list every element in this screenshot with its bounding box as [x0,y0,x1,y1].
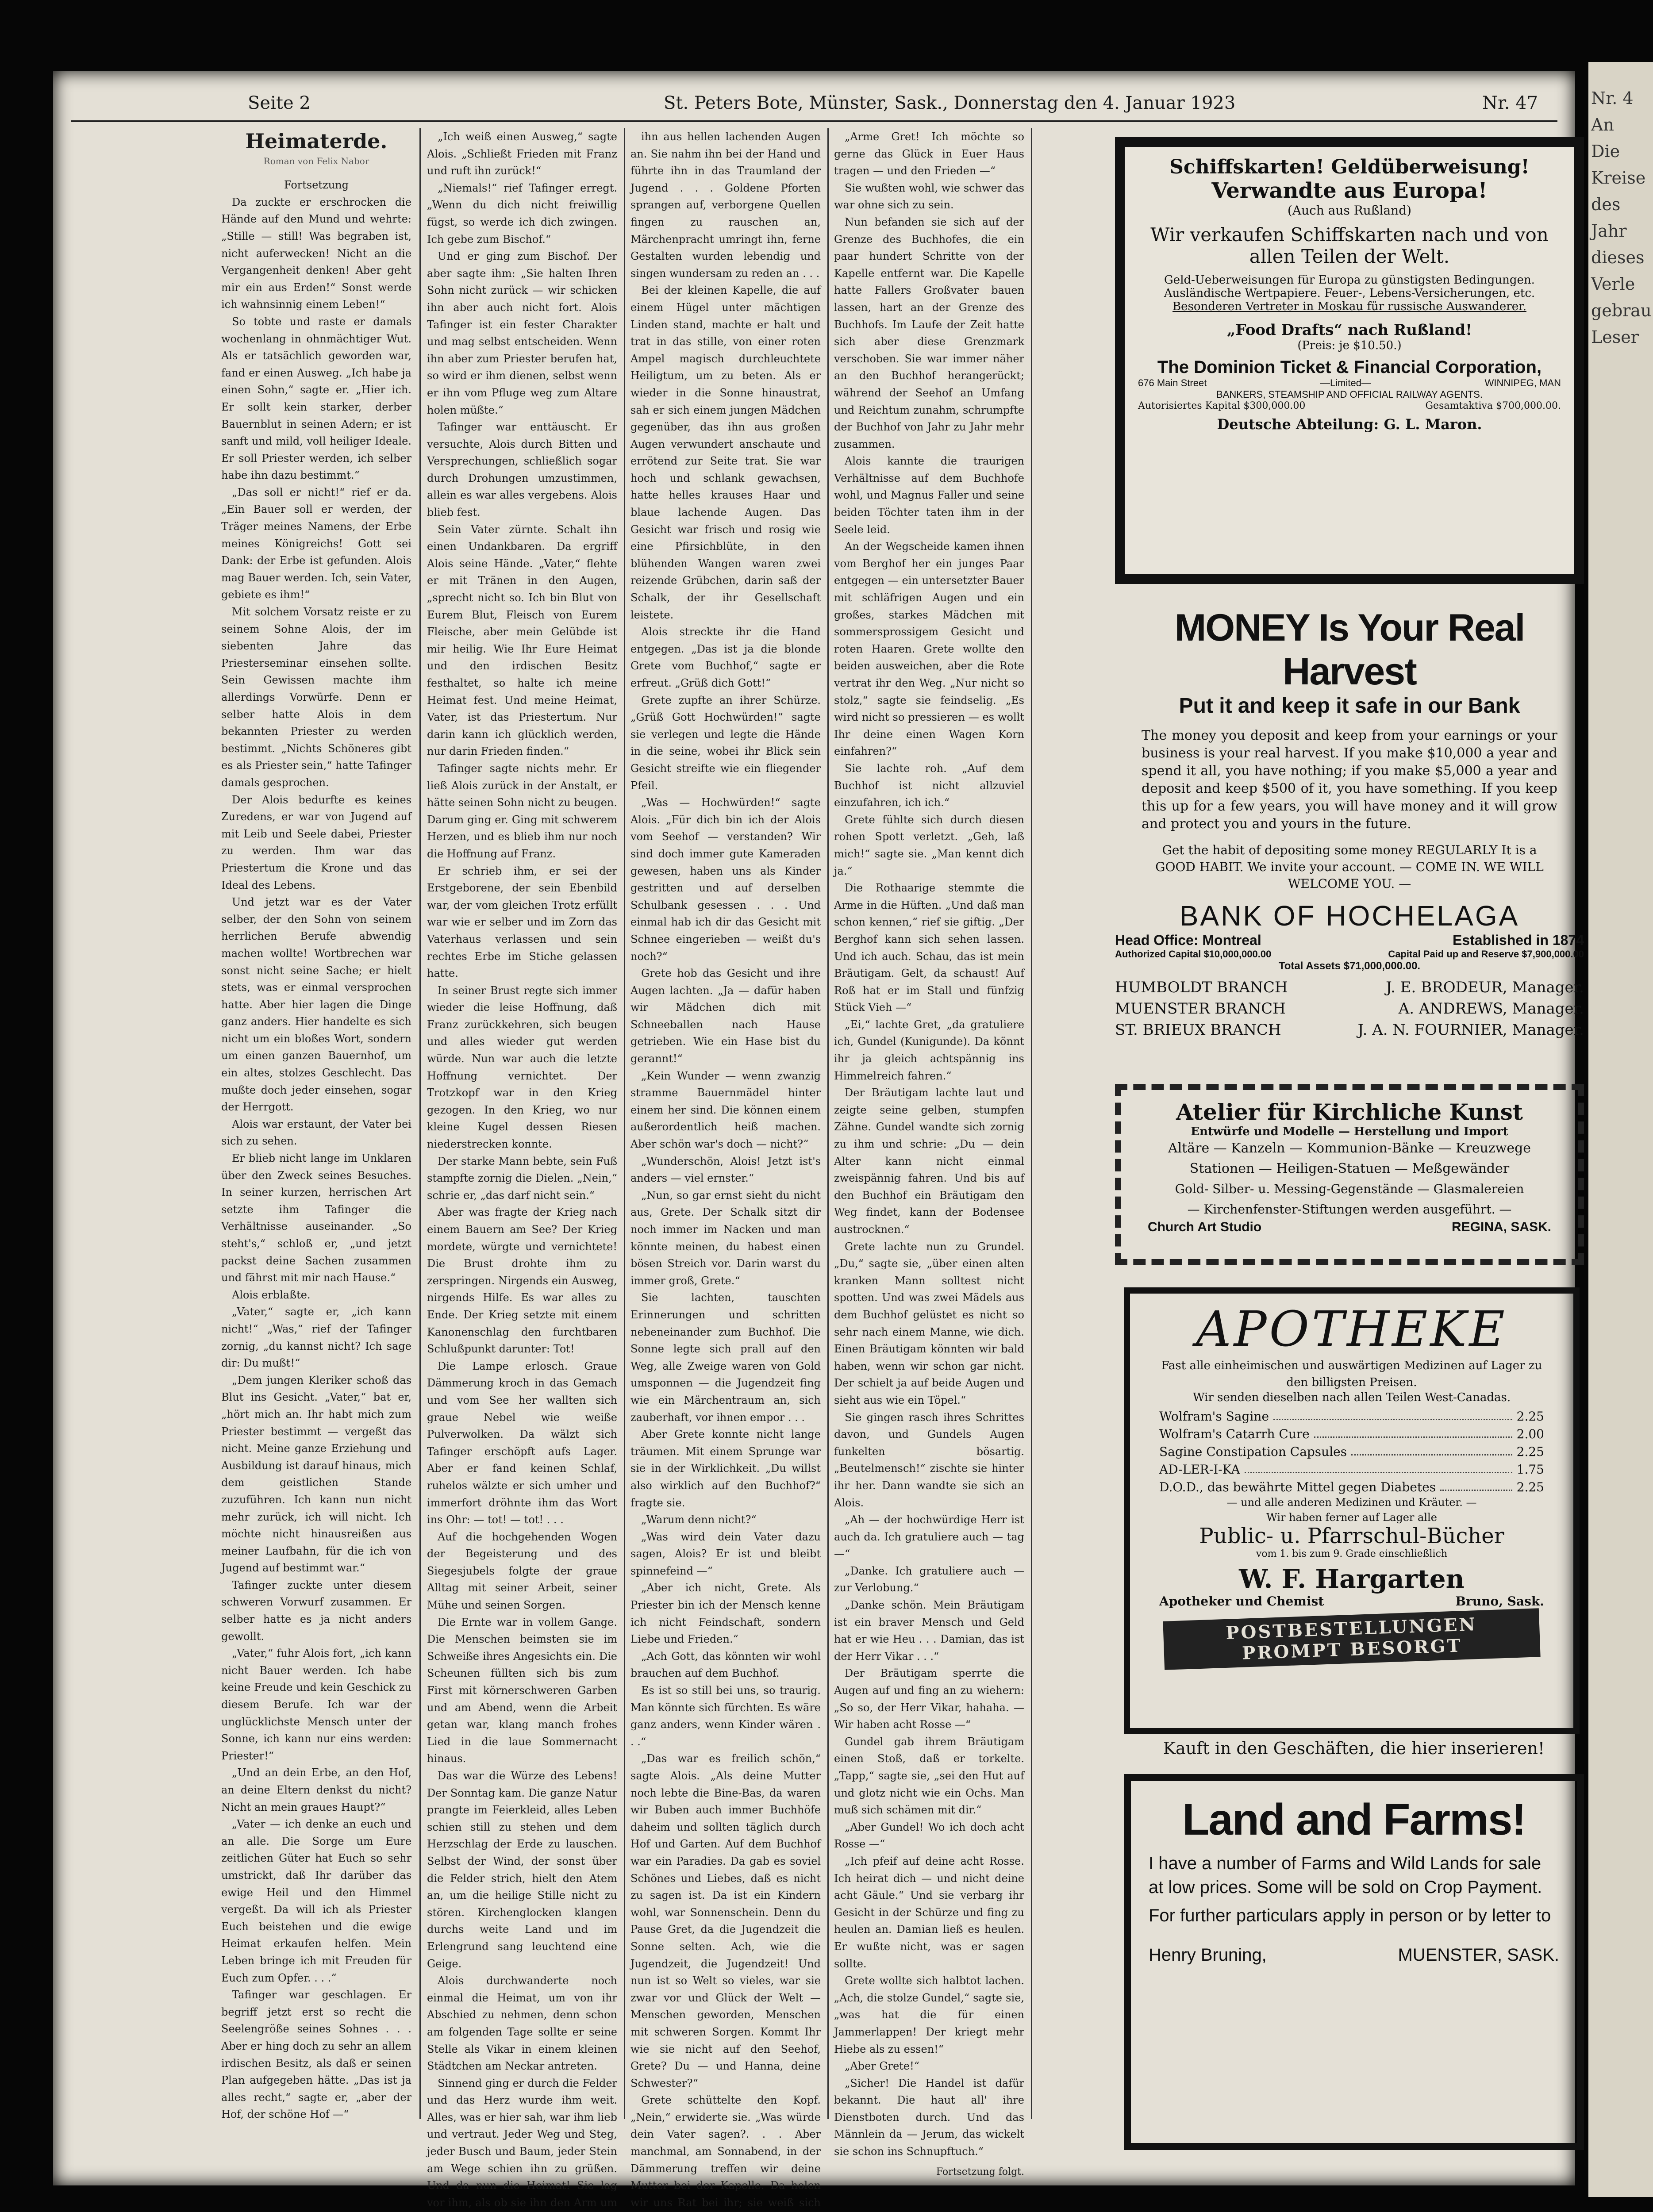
story-paragraph: An der Wegscheide kamen ihnen vom Berghof her ein junges Paar entgegen — ein untersetzter Bauer mit schläfrigen Augen und ein großes, starkes Mädchen mit sommersprossigem Gesicht und roten Haaren. Grete wollte den beiden ausweichen, aber die Rote vertrat ihr den Weg. „Nur nicht so stolz,“ sagte sie feindselig. „Es wird nicht so pressieren — es wollt Ihr deine einen Wagen Korn einfahren?“ [834,540,1024,758]
branch-manager: A. ANDREWS, Manager. [1398,1000,1584,1018]
story-paragraph: Die Rothaarige stemmte die Arme in die Hüften. „Und daß man schon kennen,“ rief sie giftig. „Der Berghof kann sich sehen lassen. Und ich auch. Schau, das ist mein Bräutigam. Gelt, da schaust! Auf Roß hat er im Stall und fünfzig Stück Vieh —“ [834,882,1024,1014]
bank-office: Head Office: Montreal [1115,932,1261,948]
story-paragraph: Grete wollte sich halbtot lachen. „Ach, die stolze Gundel,“ sagte sie, „was hat die für einen Jammerlappen! Der kriegt mehr Hiebe als zu essen!“ [834,1974,1024,2055]
story-paragraph: Aber was fragte der Krieg nach einem Bauern am See? Der Krieg mordete, würgte und vernichtete! Die Brust drohte ihm zu zerspringen. Nirgends ein Ausweg, nirgends Hilfe. Es war alles zu Ende. Der Krieg setzte mit einem Kanonenschlag den furchtbaren Schlußpunkt darunter: Tot! [427,1206,617,1356]
edge-text-fragment: Nr. 4 [1591,88,1634,108]
story-paragraph: „Wunderschön, Alois! Jetzt ist's anders — viel ernster.“ [630,1155,821,1185]
apotheke-line: vom 1. bis zum 9. Grade einschließlich [1256,1548,1448,1559]
story-paragraph: Er blieb nicht lange im Unklaren über den Zweck seines Besuches. In seiner kurzen, herrischen Art setzte ihm Tafinger die Verhältnisse auseinander. „So steht's,“ schloß er, „und jetzt packst deine Sachen zusammen und fährst mit mir nach Hause.“ [221,1152,411,1284]
apotheke-line: — und alle anderen Medizinen und Kräuter. — [1226,1496,1477,1509]
story-paragraph: Sie wußten wohl, wie schwer das war ohne sich zu sein. [834,181,1024,211]
story-paragraph: „Ich weiß einen Ausweg,“ sagte Alois. „Schließt Frieden mit Franz und ruft ihn zurück!“ [427,131,617,177]
story-paragraph: „Vater,“ fuhr Alois fort, „ich kann nicht Bauer werden. Ich habe keine Freude und kein Geschick zu diesem Berufe. Ich war der unglücklichste Mensch unter der Sonne, ich kann nur eins werden: Priester!“ [221,1647,411,1762]
story-paragraph: „Arme Gret! Ich möchte so gerne das Glück in Euer Haus tragen — und den Frieden —“ [834,131,1024,177]
bank-established: Established in 1874 [1452,932,1584,948]
edge-text-fragment: gebrau [1591,301,1652,320]
story-paragraph: Sein Vater zürnte. Schalt ihn einen Undankbaren. Da ergriff Alois seine Hände. „Vater,“ flehte er mit Tränen in den Augen, „sprecht nicht so. Ich bin Blut von Eurem Blut, Fleisch von Eurem Fleische, aber mein Gelübde ist mir heilig. Wie Ihr Eure Heimat und den irdischen Besitz festhaltet, so halte ich meine Heimat fest. Und meine Heimat, Vater, ist das Priestertum. Nur darin kann ich glücklich werden, nur darin Frieden finden.“ [427,523,617,758]
ad-line: Schiffskarten! Geldüberweisung! [1169,156,1530,178]
story-subtitle: Roman von Felix Nabor [263,155,369,166]
bank-capital-row [1115,949,1584,960]
bank-branch-row [1115,998,1584,1019]
story-paragraph: Er schrieb ihm, er sei der Erstgeborene, der sein Ebenbild war, der vom gleichen Trotz erfüllt war wie er selber und im Zorn das Vaterhaus verlassen und sein rechtes Erbe im Stiche gelassen hatte. [427,864,617,980]
ad-apotheke [1124,1287,1580,1734]
story-paragraph: Es ist so still bei uns, so traurig. Man könnte sich fürchten. Es wäre ganz anders, wenn Kinder wären . . .“ [630,1684,821,1748]
story-paragraph: Gundel gab ihrem Bräutigam einen Stoß, daß er torkelte. „Tapp,“ sagte sie, „sei den Hut auf und glotz nicht wie ein Ochs. Man muß sich schämen mit dir.“ [834,1735,1024,1816]
ad-line: Ausländische Wertpapiere. Feuer-, Lebens-Versicherungen, etc. [1164,287,1535,300]
medicine-price: 2.25 [1516,1444,1544,1459]
apotheke-owner-row [1159,1594,1544,1609]
bank-reserve: Capital Paid up and Reserve $7,900,000.00 [1388,949,1584,960]
edge-text-fragment: An [1591,115,1614,134]
medicine-row [1159,1408,1544,1425]
column-text [834,128,1024,2160]
bank-assets: Total Assets $71,000,000.00. [1278,960,1421,972]
atelier-line: Gold- Silber- u. Messing-Gegenstände — Glasmalereien [1175,1182,1524,1196]
column-rule [1031,128,1032,2119]
story-paragraph: Da zuckte er erschrocken die Hände auf den Mund und wehrte: „Stille — still! Was begraben ist, nicht auferwecken! Nicht an die Vergangenheit denken! Aber geht mir ein aus Erden!“ Sonst werde ich wahnsinnig einem Leben!“ [221,196,411,311]
story-paragraph: „Was wird dein Vater dazu sagen, Alois? Er ist und bleibt spinnefeind —“ [630,1530,821,1577]
ad-line: Wir verkaufen Schiffskarten nach und von allen Teilen der Welt. [1150,224,1549,267]
story-paragraph: Alois kannte die traurigen Verhältnisse auf dem Buchhofe wohl, und Magnus Faller und seine beiden Töchter taten ihm in der Seele leid. [834,455,1024,536]
story-paragraph: „Ich pfeif auf deine acht Rosse. Ich heirat dich — und nicht deine acht Gäule.“ Und sie verbarg ihr Gesicht in der Schürze und fing zu heulen an. Damian ließ es heulen. Er wußte nicht, was er sagen sollte. [834,1855,1024,1970]
story-paragraph: In seiner Brust regte sich immer wieder die leise Hoffnung, daß Franz zurückkehren, sich beugen und alles wieder gut werden würde. Nun war auch die letzte Hoffnung vernichtet. Der Trotzkopf war in den Krieg gezogen. In den Krieg, wo nur kleine Kugel dessen Riesen niederstrecken konnte. [427,984,617,1151]
story-paragraph: Alois erblaßte. [232,1288,311,1301]
story-paragraph: „Das soll er nicht!“ rief er da. „Ein Bauer soll er werden, der Träger meines Namens, der Erbe meines Königreichs! Gott sei Dank: der Erbe ist gefunden. Alois mag Bauer werden. Ich, sein Vater, gebiete es ihm!“ [221,486,411,601]
story-paragraph: Alois durchwanderte noch einmal die Heimat, um von ihr Abschied zu nehmen, denn schon am folgenden Tage sollte er seine Stelle als Vikar in einem kleinen Städtchen am Neckar antreten. [427,1974,617,2073]
story-footer: Fortsetzung folgt. [936,2166,1024,2177]
story-continued: Fortsetzung [284,179,349,192]
story-paragraph: Sinnend ging er durch die Felder und das Herz wurde ihm weit. Alles, was er hier sah, war ihm lieb und vertraut. Jeder Weg und Steg, jeder Busch und Baum, jeder Stein am Wege schien ihn zu grüßen. Und da nun die Heimat! Sie lag vor ihm, als ob sie ihn den Arm um [427,2077,617,2209]
ad-atelier [1115,1084,1584,1265]
edge-text-fragment: dieses [1591,248,1645,267]
story-paragraph: „Das war es freilich schön,“ sagte Alois. „Als deine Mutter noch lebte die Bine-Bas, da waren wir Buben auch immer Buchhöfe daheim und sollten täglich durch Hof und Garten. Auf dem Buchhof war ein Paradies. Da gab es soviel Schönes und Liebes, daß es nicht zu sagen ist. Da ist ein Kindern wohl, war Sonnenschein. Denn du Pause Gret, da die Jugendzeit die Sonne selten. Ach, wie die Jugendzeit, die Jugendzeit! Und nun ist so Welt so vieles, war sie zwar vor und Glück der Welt — Menschen geworden, Menschen mit schweren Sorgen. Kommt Ihr wie sie nicht auf den Seehof, Grete? Du — und Hanna, deine Schwester?“ [630,1752,821,2089]
ad-ship-tickets [1115,137,1584,584]
leader-dots [1245,1461,1512,1473]
story-paragraph: ihn aus hellen lachenden Augen an. Sie nahm ihn bei der Hand und führte ihn in das Traumland der Jugend . . . Goldene Pforten sprangen auf, verborgene Quellen fingen zu rauschen an, Märchenpracht umringt ihn, ferne Gestalten wurden lebendig und singen wundersam zu reden an . . . [630,131,821,280]
column-text [427,128,617,2212]
story-paragraph: „Kein Wunder — wenn zwanzig stramme Bauernmädel hinter einem her sind. Die können einem außerordentlich heiß machen. Aber schön war's doch — nicht?“ [630,1069,821,1151]
page-label: Seite 2 [248,93,311,113]
story-paragraph: „Aber Grete!“ [845,2060,920,2073]
medicine-name: Wolfram's Sagine [1159,1409,1269,1424]
story-paragraph: Der Bräutigam lachte laut und zeigte seine gelben, stumpfen Zähne. Gundel wandte sich zornig zu ihm und schrie: „Du — dein Alter kann nicht einmal zweispännig fahren. Und bis auf den Buchhof ein Bräutigam den Weg findet, kann der Bodensee austrocknen.“ [834,1087,1024,1236]
adjacent-page-edge [1588,62,1653,2197]
ad-line: Verwandte aus Europa! [1211,178,1488,203]
land-body: I have a number of Farms and Wild Lands for sale at low prices. Some will be sold on Crop Payment. [1149,1854,1542,1897]
medicine-name: D.O.D., das bewährte Mittel gegen Diabetes [1159,1480,1436,1494]
ad-kauft: Kauft in den Geschäften, die hier inserieren! [1163,1739,1545,1758]
ad-land-farms [1124,1774,1584,2150]
story-paragraph: „Ah — der hochwürdige Herr ist auch da. Ich gratuliere auch — tag —“ [834,1513,1024,1560]
land-contact-name: Henry Bruning, [1149,1945,1267,1965]
ad-line: (Preis: je $10.50.) [1297,339,1402,352]
apotheke-city: Bruno, Sask. [1455,1594,1544,1609]
medicine-price: 2.25 [1516,1480,1544,1494]
story-paragraph: Sie gingen rasch ihres Schrittes davon, und Gundels Augen funkelten bösartig. „Beutelmensch!“ zischte sie hinter ihr her. Dann wandte sie sich an Alois. [834,1411,1024,1509]
ad-line: Besonderen Vertreter in Moskau für russische Auswanderer. [1172,300,1526,313]
newspaper-page [53,71,1584,2209]
stamp-line: POSTBESTELLUNGEN [1225,1614,1477,1644]
apotheke-books: Public- u. Pfarrschul-Bücher [1199,1524,1504,1548]
atelier-title: Atelier für Kirchliche Kunst [1176,1099,1523,1125]
story-paragraph: Und jetzt war es der Vater selber, der den Sohn von seinem herrlichen Berufe abwendig machen wollte! Wortbrechen war sonst nicht seine Sache; er hielt stets, was er einmal versprochen hatte. Aber hier lagen die Dinge ganz anders. Hier handelte es sich nicht um ein bloßes Wort, sondern um einen ganzen Bauernhof, um ein altes, stolzes Geschlecht. Das mußte doch jeder einsehen, sogar der Herrgott. [221,896,411,1114]
bank-body: The money you deposit and keep from your earnings or your business is your real harvest. If you make $10,000 a year and spend it all, you have nothing; if you make $5,000 a year and deposit and keep $500 of it, you have something. If you keep this up for a few years, you will have money and it will grow and protect you and yours in the future. [1142,728,1557,832]
ad-capital [1138,400,1561,411]
medicine-row [1159,1461,1544,1479]
land-contact-city: MUENSTER, SASK. [1398,1945,1559,1965]
column-text [221,194,411,2123]
page-header [53,88,1575,119]
story-paragraph: „Vater,“ sagte er, „ich kann nicht!“ „Was,“ rief der Tafinger zornig, „du kannst nicht? Ich sage dir: Du mußt!“ [221,1306,411,1370]
ad-line: WINNIPEG, MAN [1484,377,1561,388]
column-text [630,128,821,2212]
branch-name: MUENSTER BRANCH [1115,1000,1286,1018]
story-paragraph: Aber Grete konnte nicht lange träumen. Mit einem Sprunge war sie in der Wirklichkeit. „Du willst also wirklich auf den Buchhof?“ fragte sie. [630,1428,821,1509]
bank-office-row [1115,932,1584,949]
medicine-row [1159,1443,1544,1461]
story-paragraph: Grete fühlte sich durch diesen rohen Spott verletzt. „Geh, laß mich!“ sagte sie. „Man kennt dich ja.“ [834,813,1024,877]
bank-capital: Authorized Capital $10,000,000.00 [1115,949,1272,960]
leader-dots [1351,1443,1512,1455]
atelier-sub: Entwürfe und Modelle — Herstellung und Import [1191,1125,1508,1138]
medicine-price: 2.00 [1516,1427,1544,1441]
story-column-3 [630,128,821,2209]
leader-dots [1440,1479,1512,1491]
story-paragraph: „Danke. Ich gratuliere auch — zur Verlobung.“ [834,1564,1024,1594]
ad-company: The Dominion Ticket & Financial Corporation, [1157,357,1542,377]
edge-text-fragment: Die [1591,142,1620,161]
ad-line: Gesamtaktiva $700,000.00. [1425,400,1561,411]
medicine-row [1159,1479,1544,1496]
story-paragraph: Tafinger war geschlagen. Er begriff jetzt erst so recht die Seelengröße seines Sohnes . . . Aber er hing doch zu sehr an allem irdischen Besitz, als daß er seinen Plan aufgegeben hätte. „Das ist ja alles recht,“ sagte er, „aber der Hof, der schöne Hof —“ [221,1989,411,2121]
ad-line: —Limited— [1320,377,1371,388]
apotheke-line: Fast alle einheimischen und auswärtigen Medizinen auf Lager zu den billigsten Preisen. [1161,1359,1542,1389]
masthead: St. Peters Bote, Münster, Sask., Donnerstag den 4. Januar 1923 [664,93,1236,113]
story-paragraph: Grete lachte nun zu Grundel. „Du,“ sagte sie, „über einen alten kranken Mann solltest nicht spotten. Und was zwei Mädels aus dem Buchhof gelüstet es nicht so sehr nach einem Manne, wie dich. Einen Bräutigam könnten wir bald haben, wenn wir schon gar nicht. Der schielt ja auf beide Augen und sieht aus wie ein Töpel.“ [834,1240,1024,1406]
ad-line: 676 Main Street [1138,377,1207,388]
land-contact [1149,1945,1559,1965]
story-paragraph: Tafinger sagte nichts mehr. Er ließ Alois zurück in der Anstalt, er hätte seinen Sohn nicht zu beugen. Darum ging er. Ging mit schwerem Herzen, und es blieb ihm nur noch die Hoffnung auf Franz. [427,762,617,860]
bank-branches [1115,977,1584,1041]
story-paragraph: Auf die hochgehenden Wogen der Begeisterung und des Siegesjubels folgte der graue Alltag mit seiner Arbeit, seiner Mühe und seinen Sorgen. [427,1530,617,1612]
story-paragraph: „Nun, so gar ernst sieht du nicht aus, Grete. Der Schalk sitzt dir noch immer im Nacken und man könnte meinen, du habest einen bösen Streich vor. Darin warst du immer groß, Grete.“ [630,1189,821,1287]
story-column-4 [834,128,1024,2177]
leader-dots [1273,1408,1512,1420]
story-paragraph: „Ach Gott, das könnten wir wohl brauchen auf dem Buchhof. [630,1650,821,1680]
apotheke-title: APOTHEKE [1196,1301,1507,1357]
atelier-line: Altäre — Kanzeln — Kommunion-Bänke — Kreuzwege [1168,1141,1531,1156]
atelier-studio: Church Art Studio [1148,1220,1262,1234]
story-paragraph: Tafinger zuckte unter diesem schweren Vorwurf zusammen. Er selber hatte es ja nicht anders gewollt. [221,1578,411,1643]
apotheke-line: Wir haben ferner auf Lager alle [1266,1511,1437,1524]
post-order-stamp [1163,1608,1540,1670]
bank-habit: Get the habit of depositing some money REGULARLY It is a GOOD HABIT. We invite your account. — COME IN. WE WILL WELCOME YOU. — [1155,843,1544,891]
story-paragraph: So tobte und raste er damals wochenlang in ohnmächtiger Wut. Als er tatsächlich geworden war, fand er einen Ausweg. „Ich habe ja einen Sohn,“ sagte er. „Hier ich. Er sollt kein starker, derber Bauernblut in seinen Adern; er ist sanft und mild, voll heiliger Ideale. Er soll Priester werden, ich selber habe ihn dazu bestimmt.“ [221,315,411,482]
ad-line: (Auch aus Rußland) [1287,203,1412,218]
story-paragraph: „Und an dein Erbe, an den Hof, an deine Eltern denkst du nicht? Nicht an mein graues Haupt?“ [221,1767,411,1813]
story-title: Heimaterde. [245,129,388,153]
ad-bank [1115,606,1584,1088]
story-paragraph: „Was — Hochwürden!“ sagte Alois. „Für dich bin ich der Alois vom Seehof — verstanden? Wir sind doch immer gute Kameraden gewesen, haben uns als Kinder gestritten und auf derselben Schulbank gesessen . . . Und einmal hab ich dir das Gesicht mit Schnee eingerieben — weißt du's noch?“ [630,796,821,963]
bank-name: BANK OF HOCHELAGA [1179,900,1520,932]
story-paragraph: Sie lachten, tauschten Erinnerungen und schritten nebeneinander zum Buchhof. Die Sonne legte sich prall auf den Weg, alle Zweige waren von Gold umsponnen — die Jugendzeit fing wie ein Märchentraum an, sich zauberhaft, vor ihnen empor . . . [630,1291,821,1424]
apotheke-price-list [1159,1408,1544,1496]
story-paragraph: „Aber Gundel! Wo ich doch acht Rosse —“ [834,1820,1024,1851]
story-paragraph: Der Bräutigam sperrte die Augen auf und fing an zu wiehern: „So so, der Herr Vikar, hahaha. — Wir haben acht Rosse —“ [834,1667,1024,1731]
story-paragraph: Grete schüttelte den Kopf. „Nein,“ erwiderte sie. „Was würde dein Vater sagen?. . . Aber manchmal, am Sonnabend, in der Dämmerung treffen wir deine Mutter bei der Kapelle. Da holen wir uns Rat bei ihr; sie weiß sich [630,2094,821,2209]
issue-number: Nr. 47 [1482,93,1538,113]
ad-line: Geld-Ueberweisungen für Europa zu günstigsten Bedingungen. [1164,273,1535,287]
story-paragraph: Mit solchem Vorsatz reiste er zu seinem Sohne Alois, der im siebenten Jahre das Priesterseminar einsehen sollte. Sein Gewissen machte ihm allerdings Vorwürfe. Denn er selber hatte Alois in dem bekannten Priester zu werden bestimmt. „Nichts Schöneres gibt es als Priester sein,“ hatte Tafinger damals gesprochen. [221,606,411,789]
story-paragraph: Nun befanden sie sich auf der Grenze des Buchhofes, die ein paar hundert Schritte von der Kapelle entfernt war. Die Kapelle hatte Fallers Großvater bauen lassen, hart an der Grenze des Buchhofs. Im Laufe der Zeit hatte sich aber diese Grenzmark verschoben. Sie war immer näher an den Buchhof herangerückt; während der Seehof an Umfang und Reichtum zunahm, schrumpfte der Buchhof von Jahr zu Jahr mehr zusammen. [834,215,1024,450]
story-column-1 [221,128,411,2141]
edge-text-fragment: des [1591,195,1621,214]
land-body: For further particulars apply in person or by letter to [1149,1906,1551,1925]
story-paragraph: Die Ernte war in vollem Gange. Die Menschen beimsten sie im Schweiße ihres Angesichts ein. Die Scheunen füllten sich bis zum First mit körnerschweren Garben und am Abend, wenn die Arbeit getan war, klang manch frohes Lied in die laue Sommernacht hinaus. [427,1616,617,1765]
atelier-line: — Kirchenfenster-Stiftungen werden ausgeführt. — [1187,1202,1512,1217]
branch-name: ST. BRIEUX BRANCH [1115,1021,1281,1039]
apotheke-owner: W. F. Hargarten [1239,1564,1465,1594]
medicine-name: Sagine Constipation Capsules [1159,1444,1347,1459]
column-rule [419,128,421,2119]
bank-headline: MONEY Is Your Real Harvest [1174,607,1525,693]
land-title: Land and Farms! [1182,1795,1526,1844]
header-rule [71,120,1557,122]
story-paragraph: Und er ging zum Bischof. Der aber sagte ihm: „Sie halten Ihren Sohn nicht zurück — wir schicken ihn aber auch nicht fort. Alois Tafinger ist ein fester Charakter und mag selbst entscheiden. Wenn ihn aber zum Priester berufen hat, so wird er ihm dienen, selbst wenn er ihn vom Pfluge weg zum Altare holen müßte.“ [427,250,617,416]
atelier-line: Stationen — Heiligen-Statuen — Meßgewänder [1189,1161,1510,1176]
story-paragraph: Tafinger war enttäuscht. Er versuchte, Alois durch Bitten und Versprechungen, schließlich sogar durch Drohungen umzustimmen, allein es war alles vergebens. Alois blieb fest. [427,421,617,519]
edge-text-fragment: Kreise [1591,168,1646,188]
story-paragraph: „Vater — ich denke an euch und an alle. Die Sorge um Eure zeitlichen Güter hat Euch so sehr umstrickt, daß Ihr darüber das ewige Heil und den Himmel vergeßt. Da will ich als Priester Euch beistehen und die ewige Heimat erkaufen helfen. Mein Leben bringe ich mit Freuden für Euch zum Opfer. . . .“ [221,1818,411,1984]
story-paragraph: Der starke Mann bebte, sein Fuß stampfte zornig die Dielen. „Nein,“ schrie er, „das darf nicht sein.“ [427,1155,617,1202]
story-paragraph: Grete zupfte an ihrer Schürze. „Grüß Gott Hochwürden!“ sagte sie verlegen und legte die Hände in die seine, wobei ihr Blick sein Gesicht streifte wie ein fliegender Pfeil. [630,694,821,792]
branch-name: HUMBOLDT BRANCH [1115,979,1288,996]
story-column-2 [427,128,617,2209]
stamp-line: PROMPT BESORGT [1242,1635,1463,1664]
edge-text-fragment: Leser [1591,327,1639,347]
column-rule [624,128,625,2119]
story-paragraph: Der Alois bedurfte es keines Zuredens, er war von Jugend auf mit Leib und Seele dabei, Priester zu werden. Ihm war das Priestertum die Krone und das Ideal des Lebens. [221,793,411,891]
story-paragraph: „Ei,“ lachte Gret, „da gratuliere ich, Gundel (Kunigunde). Da könnt ihr ja gleich achtspännig ins Himmelreich fahren.“ [834,1018,1024,1082]
story-paragraph: Sie lachte roh. „Auf dem Buchhof ist nicht allzuviel einzufahren, ich ich.“ [834,762,1024,809]
medicine-name: Wolfram's Catarrh Cure [1159,1427,1310,1441]
ad-line: „Food Drafts“ nach Rußland! [1226,321,1472,339]
bank-sub: Put it and keep it safe in our Bank [1179,694,1520,718]
apotheke-line: Wir senden dieselben nach allen Teilen West-Canadas. [1192,1391,1511,1404]
medicine-name: AD-LER-I-KA [1159,1462,1240,1477]
medicine-price: 1.75 [1516,1462,1544,1477]
branch-manager: J. A. N. FOURNIER, Manager. [1357,1021,1584,1039]
story-paragraph: Alois streckte ihr die Hand entgegen. „Das ist ja die blonde Grete vom Buchhof,“ sagte er erfreut. „Grüß dich Gott!“ [630,626,821,689]
story-paragraph: „Aber ich nicht, Grete. Als Priester bin ich der Mensch kenne ich nicht Feindschaft, sondern Liebe und Frieden.“ [630,1582,821,1646]
story-paragraph: Alois war erstaunt, der Vater bei sich zu sehen. [221,1118,411,1148]
story-paragraph: Das war die Würze des Lebens! Der Sonntag kam. Die ganze Natur prangte im Feierkleid, alles Leben schien still zu stehen und dem Herzschlag der Erde zu lauschen. Selbst der Wind, der sonst über die Felder strich, hielt den Atem an, um die heilige Stille nicht zu stören. Kirchenglocken klangen durchs weite Land und im Erlengrund sang leuchtend eine Geige. [427,1770,617,1970]
atelier-city: REGINA, SASK. [1451,1220,1551,1234]
edge-text-fragment: Verle [1591,274,1635,294]
ad-line: BANKERS, STEAMSHIP AND OFFICIAL RAILWAY AGENTS. [1216,389,1483,400]
story-paragraph: „Warum denn nicht?“ [641,1513,757,1526]
ad-address [1138,377,1561,389]
ad-line: Deutsche Abteilung: G. L. Maron. [1217,416,1482,433]
leader-dots [1314,1425,1512,1438]
bank-branch-row [1115,977,1584,998]
edge-text-fragment: Jahr [1591,221,1627,241]
medicine-row [1159,1425,1544,1443]
atelier-footer [1148,1220,1551,1235]
story-paragraph: Bei der kleinen Kapelle, die auf einem Hügel unter mächtigen Linden stand, machte er halt und trat in das stille, von einer roten Ampel magisch durchleuchtete Heiligtum, um zu beten. Als er wieder in die Sonne hinaustrat, sah er sich einem jungen Mädchen gegenüber, das ihn aus großen Augen verwundert anschaute und errötend zur Seite trat. Sie war hoch und schlank gewachsen, hatte helles krauses Haar und blaue lachende Augen. Das Gesicht war frisch und rosig wie eine Pfirsichblüte, in den blühenden Wangen waren zwei reizende Grübchen, darin saß der Schalk, der ihr Gesellschaft leistete. [630,284,821,621]
ad-line: Autorisiertes Kapital $300,000.00 [1138,400,1306,411]
story-paragraph: „Danke schön. Mein Bräutigam ist ein braver Mensch und Geld hat er wie Heu . . . Damian, das ist der Herr Vikar . . .“ [834,1599,1024,1663]
branch-manager: J. E. BRODEUR, Manager. [1386,979,1584,996]
medicine-price: 2.25 [1516,1409,1544,1424]
story-paragraph: „Sicher! Die Handel ist dafür bekannt. Die haut all' ihre Dienstboten durch. Und das Männlein da — Jerum, das wickelt sie schon ins Schnupftuch.“ [834,2077,1024,2158]
apotheke-profession: Apotheker und Chemist [1159,1594,1324,1609]
story-paragraph: „Dem jungen Kleriker schoß das Blut ins Gesicht. „Vater,“ bat er, „hört mich an. Ihr habt mich zum Priester bestimmt — vergeßt das nicht. Meine ganze Erziehung und Ausbildung ist darauf hinaus, mich dem geistlichen Stande zuzuführen. Ich kann nun nicht mehr zurück, ich will nicht. Ich möchte nicht hinausreißen aus meiner Laufbahn, für die ich von Jugend auf bestimmt war.“ [221,1374,411,1575]
story-paragraph: Die Lampe erlosch. Graue Dämmerung kroch in das Gemach und vom See her wallten sich graue Nebel wie weiße Pulverwolken. Da wälzt sich Tafinger erschöpft aufs Lager. Aber er fand keinen Schlaf, ruhelos wälzte er sich umher und immerfort dröhnte ihm das Wort ins Ohr: — tot! — tot! . . . [427,1359,617,1526]
story-paragraph: Grete hob das Gesicht und ihre Augen lachten. „Ja — dafür haben wir Mädchen dich mit Schneeballen nach Hause getrieben. Wie ein Hase bist du gerannt!“ [630,967,821,1065]
story-paragraph: „Niemals!“ rief Tafinger erregt. „Wenn du dich nicht freiwillig fügst, so werde ich dich zwingen. Ich gebe zum Bischof.“ [427,181,617,246]
bank-branch-row [1115,1019,1584,1041]
column-rule [827,128,829,2119]
